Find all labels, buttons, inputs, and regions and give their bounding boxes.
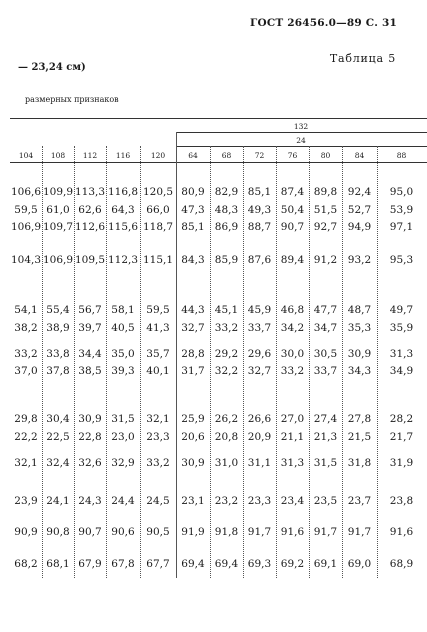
table-cell: 118,7 (142, 221, 174, 233)
table-cell: 69,4 (181, 558, 205, 570)
table-cell: 109,5 (74, 254, 106, 266)
table-cell: 104,3 (10, 254, 42, 266)
group-header-132: 132 (293, 122, 309, 131)
table-cell: 91,7 (313, 526, 338, 538)
table-cell: 23,0 (111, 431, 135, 443)
table-cell: 34,9 (389, 365, 414, 377)
table-cell: 32,2 (214, 365, 239, 377)
table-cell: 31,7 (181, 365, 205, 377)
table-cell: 90,5 (146, 526, 170, 538)
table-cell: 28,2 (389, 413, 414, 425)
table-cell: 24,1 (46, 495, 70, 507)
table-cell: 23,2 (214, 495, 239, 507)
table-cell: 120,5 (142, 186, 174, 198)
table-cell: 94,9 (347, 221, 372, 233)
table-cell: 21,1 (280, 431, 305, 443)
table-cell: 112,3 (107, 254, 139, 266)
table-cell: 23,5 (313, 495, 338, 507)
table-cell: 35,9 (389, 322, 414, 334)
table-cell: 91,8 (214, 526, 239, 538)
table-cell: 20,6 (181, 431, 205, 443)
table-cell: 35,0 (111, 348, 135, 360)
table-cell: 91,2 (313, 254, 338, 266)
column-header: 68 (221, 151, 232, 160)
table-cell: 50,4 (280, 204, 305, 216)
table-cell: 48,3 (214, 204, 239, 216)
table-cell: 85,1 (247, 186, 272, 198)
table-cell: 68,2 (14, 558, 38, 570)
table-cell: 69,0 (347, 558, 372, 570)
table-cell: 116,8 (107, 186, 139, 198)
table-cell: 38,2 (14, 322, 38, 334)
table-cell: 84,3 (181, 254, 205, 266)
table-cell: 32,9 (111, 457, 135, 469)
table-cell: 62,6 (78, 204, 102, 216)
table-cell: 48,7 (347, 304, 372, 316)
column-header: 116 (115, 151, 131, 160)
table-cell: 30,5 (313, 348, 338, 360)
table-cell: 27,0 (280, 413, 305, 425)
table-cell: 95,3 (389, 254, 414, 266)
table-cell: 112,6 (74, 221, 106, 233)
table-cell: 34,7 (313, 322, 338, 334)
table-cell: 30,9 (181, 457, 205, 469)
subgroup-header-24: 24 (296, 136, 306, 145)
table-cell: 21,7 (389, 431, 414, 443)
table-cell: 90,6 (111, 526, 135, 538)
column-header: 64 (188, 151, 198, 160)
table-cell: 90,7 (78, 526, 102, 538)
table-cell: 45,1 (214, 304, 239, 316)
table-cell: 106,9 (10, 221, 42, 233)
header-bottom-rule (10, 162, 427, 163)
table-top-rule (10, 118, 427, 119)
table-cell: 82,9 (214, 186, 239, 198)
table-cell: 68,9 (389, 558, 414, 570)
standard-reference: ГОСТ 26456.0—89 С. 31 (250, 17, 397, 29)
table-cell: 69,2 (280, 558, 305, 570)
table-cell: 29,2 (214, 348, 239, 360)
table-cell: 47,3 (181, 204, 205, 216)
table-cell: 88,7 (247, 221, 272, 233)
column-header: 108 (50, 151, 66, 160)
table-cell: 59,5 (14, 204, 38, 216)
table-cell: 115,6 (107, 221, 139, 233)
table-cell: 45,9 (247, 304, 272, 316)
table-cell: 34,3 (347, 365, 372, 377)
table-cell: 97,1 (389, 221, 414, 233)
table-cell: 49,7 (389, 304, 414, 316)
table-cell: 52,7 (347, 204, 372, 216)
table-cell: 32,4 (46, 457, 70, 469)
table-cell: 47,7 (313, 304, 338, 316)
table-cell: 33,2 (14, 348, 38, 360)
table-cell: 40,1 (146, 365, 170, 377)
table-cell: 109,7 (42, 221, 74, 233)
table-cell: 115,1 (142, 254, 174, 266)
table-cell: 29,6 (247, 348, 272, 360)
table-cell: 20,8 (214, 431, 239, 443)
table-cell: 51,5 (313, 204, 338, 216)
table-cell: 20,9 (247, 431, 272, 443)
table-cell: 30,9 (347, 348, 372, 360)
column-header: 76 (287, 151, 298, 160)
table-cell: 32,6 (78, 457, 102, 469)
table-cell: 91,6 (280, 526, 305, 538)
table-cell: 37,8 (46, 365, 70, 377)
table-cell: 90,9 (14, 526, 38, 538)
table-cell: 34,2 (280, 322, 305, 334)
column-header: 72 (254, 151, 265, 160)
table-cell: 67,9 (78, 558, 102, 570)
table-cell: 87,6 (247, 254, 272, 266)
table-cell: 26,6 (247, 413, 272, 425)
column-header: 112 (82, 151, 98, 160)
table-cell: 21,5 (347, 431, 372, 443)
table-cell: 91,9 (181, 526, 205, 538)
column-header: 80 (320, 151, 331, 160)
column-header: 120 (150, 151, 166, 160)
table-cell: 53,9 (389, 204, 414, 216)
table-cell: 56,7 (78, 304, 102, 316)
table-cell: 33,2 (146, 457, 170, 469)
table-cell: 33,2 (214, 322, 239, 334)
table-cell: 23,3 (146, 431, 170, 443)
table-cell: 33,8 (46, 348, 70, 360)
table-cell: 31,3 (280, 457, 305, 469)
table-cell: 69,3 (247, 558, 272, 570)
table-cell: 31,1 (247, 457, 272, 469)
table-cell: 34,4 (78, 348, 102, 360)
continuation-note (18, 62, 86, 73)
table-cell: 91,6 (389, 526, 414, 538)
table-cell: 109,9 (42, 186, 74, 198)
table-cell: 32,1 (146, 413, 170, 425)
table-cell: 113,3 (74, 186, 106, 198)
table-cell: 31,8 (347, 457, 372, 469)
table-cell: 85,1 (181, 221, 205, 233)
table-cell: 33,2 (280, 365, 305, 377)
table-cell: 33,7 (313, 365, 338, 377)
table-cell: 68,1 (46, 558, 70, 570)
table-cell: 93,2 (347, 254, 372, 266)
table-cell: 21,3 (313, 431, 338, 443)
table-cell: 37,0 (14, 365, 38, 377)
table-cell: 58,1 (111, 304, 135, 316)
table-cell: 59,5 (146, 304, 170, 316)
table-cell: 106,6 (10, 186, 42, 198)
table-cell: 32,7 (181, 322, 205, 334)
table-cell: 30,9 (78, 413, 102, 425)
table-cell: 22,2 (14, 431, 38, 443)
table-cell: 85,9 (214, 254, 239, 266)
table-cell: 31,0 (214, 457, 239, 469)
table-cell: 29,8 (14, 413, 38, 425)
table-title: Таблица 5 (329, 52, 396, 65)
document-header (0, 0, 427, 104)
table-cell: 31,9 (389, 457, 414, 469)
table-cell: 23,7 (347, 495, 372, 507)
table-cell: 92,4 (347, 186, 372, 198)
table-cell: 89,4 (280, 254, 305, 266)
table-cell: 40,5 (111, 322, 135, 334)
table-caption: размерных признаков (25, 95, 119, 104)
table-cell: 27,4 (313, 413, 338, 425)
table-cell: 67,7 (146, 558, 170, 570)
table-cell: 54,1 (14, 304, 38, 316)
table-cell: 106,9 (42, 254, 74, 266)
column-header: 104 (18, 151, 34, 160)
table-cell: 90,7 (280, 221, 305, 233)
table-cell: 23,4 (280, 495, 305, 507)
table-cell: 31,3 (389, 348, 414, 360)
table-cell: 91,7 (347, 526, 372, 538)
table-cell: 95,0 (389, 186, 414, 198)
table-cell: 38,9 (46, 322, 70, 334)
table-cell: 31,5 (313, 457, 338, 469)
table-cell: 39,7 (78, 322, 102, 334)
table-cell: 35,3 (347, 322, 372, 334)
table-cell: 46,8 (280, 304, 305, 316)
table-cell: 55,4 (46, 304, 70, 316)
table-cell: 24,4 (111, 495, 135, 507)
column-header: 88 (396, 151, 407, 160)
table-cell: 28,8 (181, 348, 205, 360)
table-cell: 23,3 (247, 495, 272, 507)
table-cell: 92,7 (313, 221, 338, 233)
table-cell: 27,8 (347, 413, 372, 425)
table-cell: 32,7 (247, 365, 272, 377)
table-cell: 91,7 (247, 526, 272, 538)
table-cell: 39,3 (111, 365, 135, 377)
table-cell: 22,5 (46, 431, 70, 443)
table-cell: 89,8 (313, 186, 338, 198)
table-cell: 32,1 (14, 457, 38, 469)
column-header: 84 (354, 151, 365, 160)
table-cell: 23,1 (181, 495, 205, 507)
table-cell: 66,0 (146, 204, 170, 216)
table-cell: 44,3 (181, 304, 205, 316)
subgroup-header-rule (176, 146, 427, 147)
table-cell: 24,3 (78, 495, 102, 507)
table-cell: 69,4 (214, 558, 239, 570)
table-cell: 80,9 (181, 186, 205, 198)
table-cell: 22,8 (78, 431, 102, 443)
table-cell: 41,3 (146, 322, 170, 334)
continuation-note-text: — 23,24 см) (18, 62, 86, 73)
table-cell: 69,1 (313, 558, 338, 570)
table-cell: 67,8 (111, 558, 135, 570)
table-cell: 30,0 (280, 348, 305, 360)
table-cell: 86,9 (214, 221, 239, 233)
table-cell: 23,9 (14, 495, 38, 507)
table-cell: 90,8 (46, 526, 70, 538)
table-cell: 23,8 (389, 495, 414, 507)
table-cell: 38,5 (78, 365, 102, 377)
table-cell: 31,5 (111, 413, 135, 425)
table-cell: 24,5 (146, 495, 170, 507)
table-cell: 30,4 (46, 413, 70, 425)
group-header-rule (176, 132, 427, 133)
table-cell: 49,3 (247, 204, 272, 216)
table-cell: 61,0 (46, 204, 70, 216)
table-cell: 64,3 (111, 204, 135, 216)
table-cell: 87,4 (280, 186, 305, 198)
table-cell: 35,7 (146, 348, 170, 360)
table-cell: 25,9 (181, 413, 205, 425)
table-cell: 33,7 (247, 322, 272, 334)
table-cell: 26,2 (214, 413, 239, 425)
